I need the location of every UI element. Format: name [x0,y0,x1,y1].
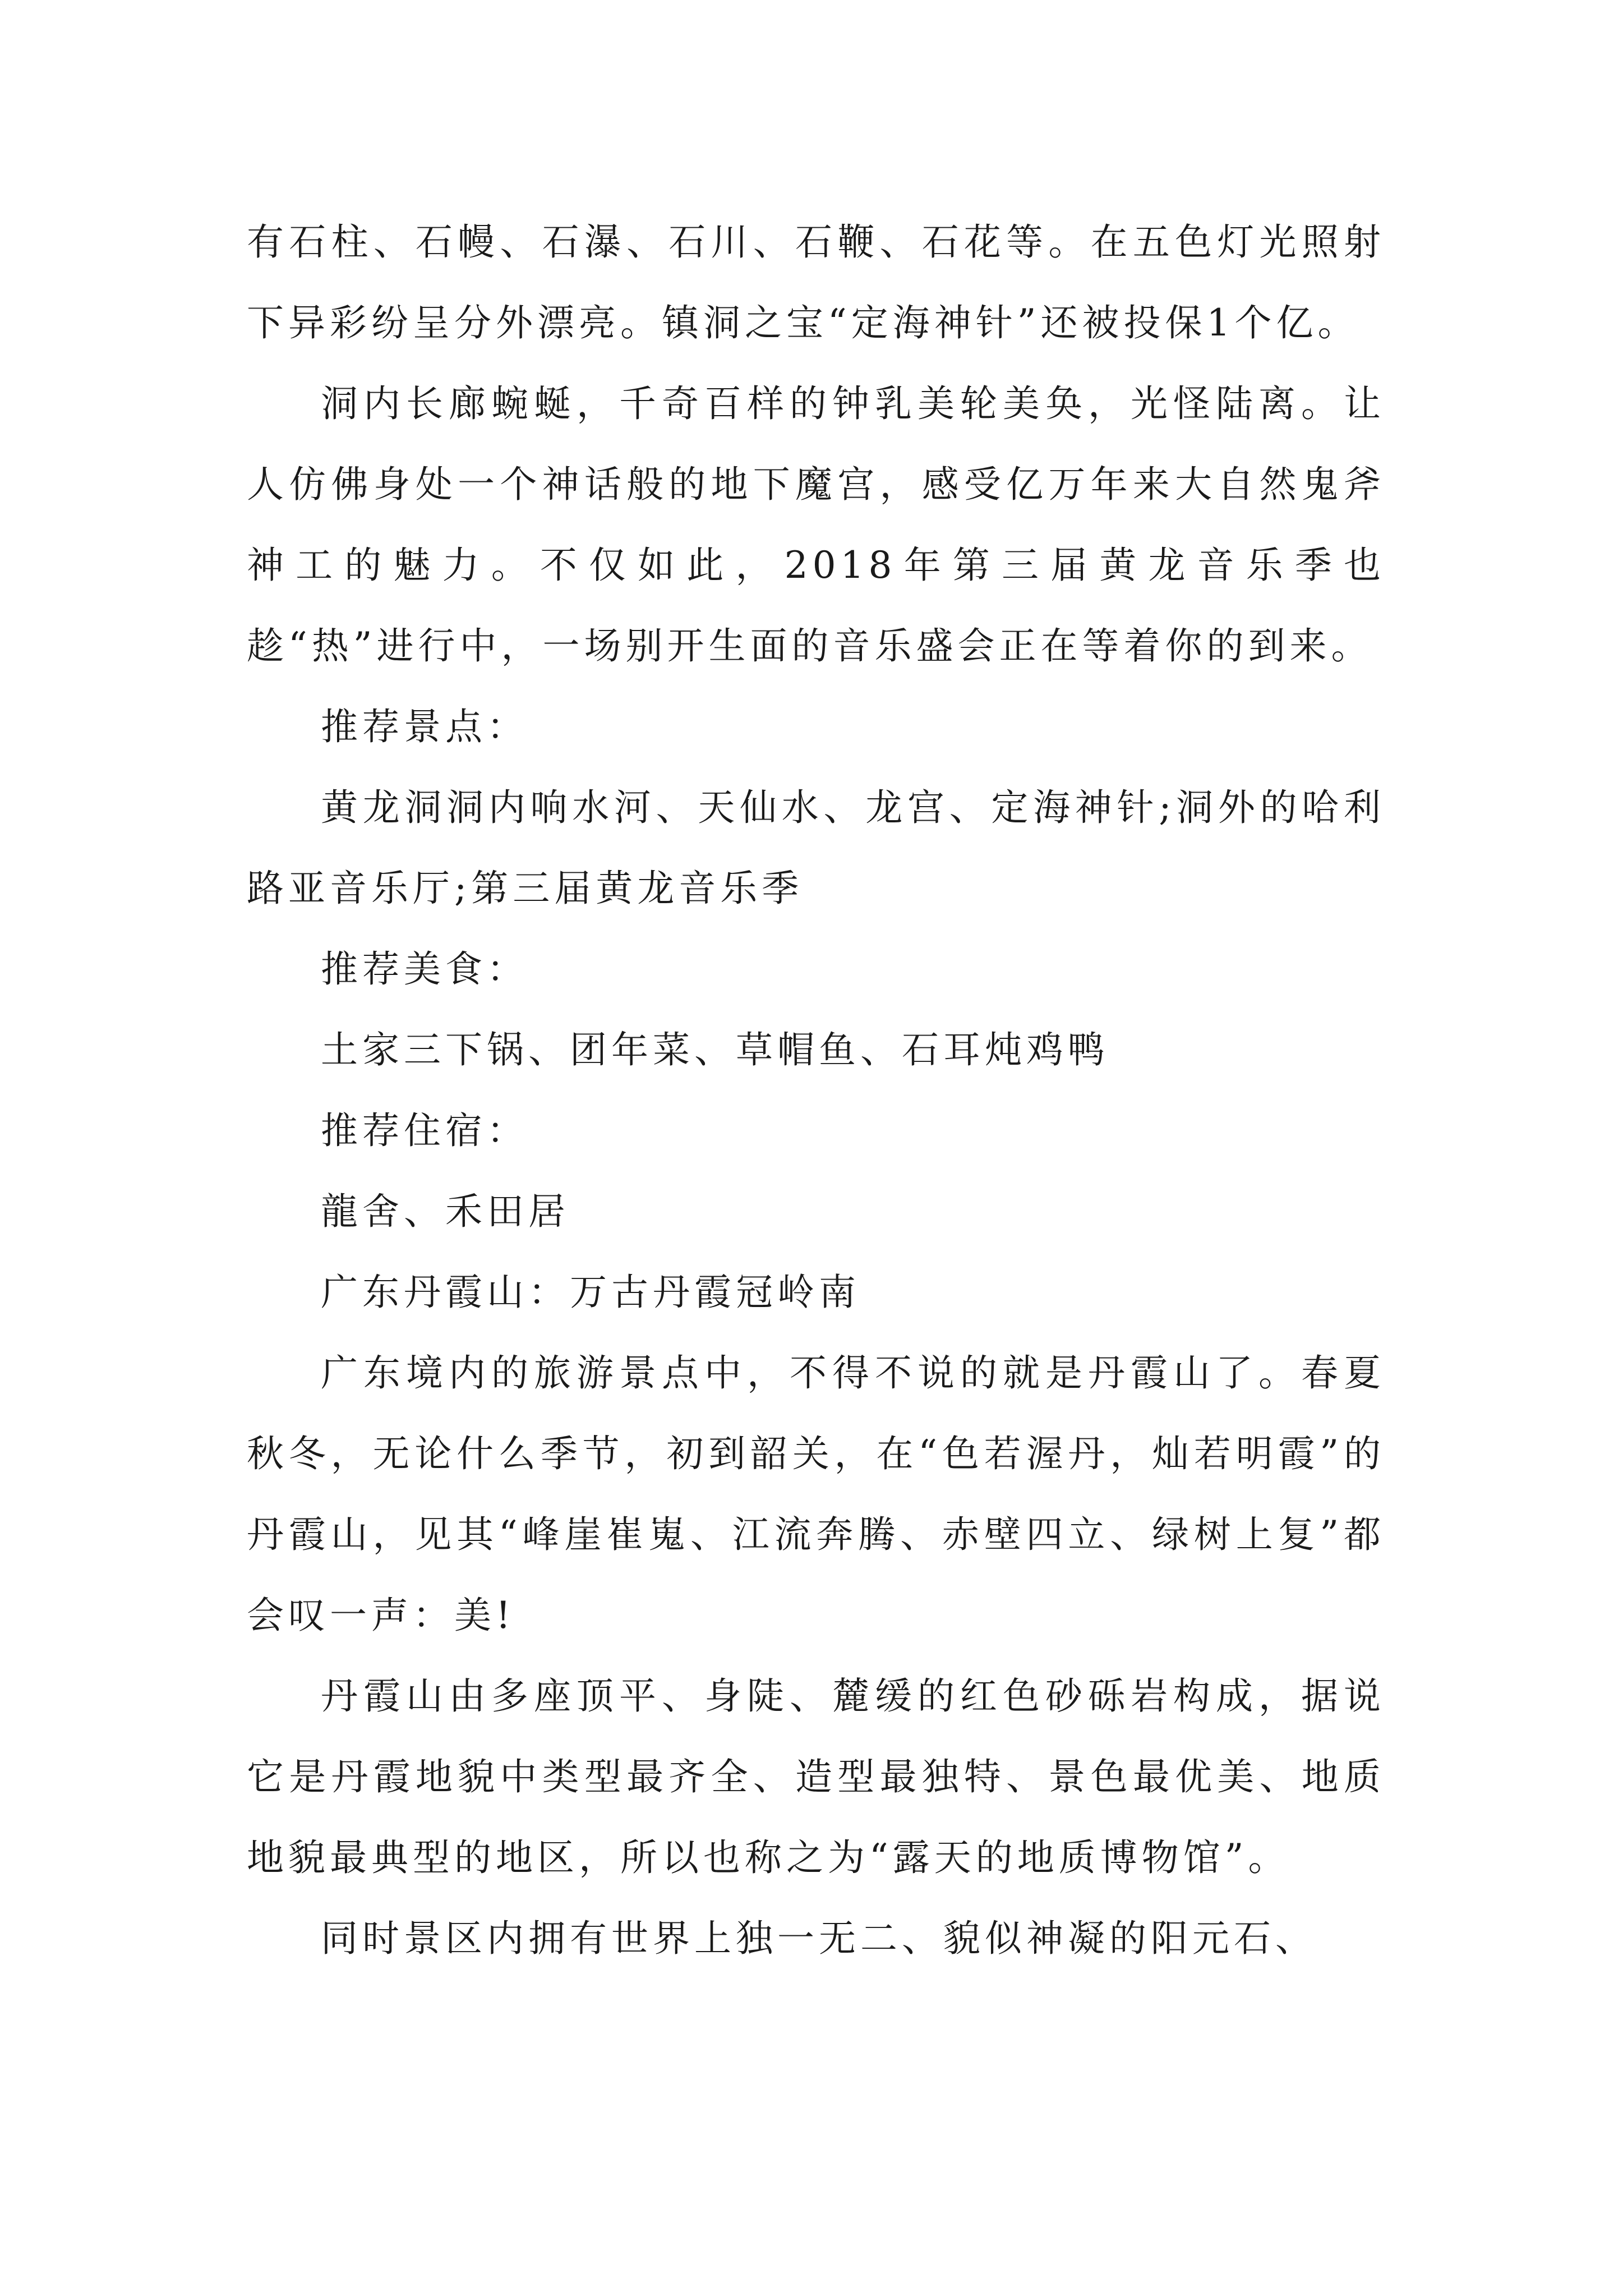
document-body [247,202,1385,1979]
paragraph-lodging-list: 龍舍、禾田居 [321,1190,570,1233]
paragraph-cave-corridor: 洞内长廊蜿蜒，千奇百样的钟乳美轮美奂，光怪陆离。让人仿佛身处一个神话般的地下魔宫，感受亿万年来大自然鬼斧神工的魅力。不仅如此，2018年第三届黄龙音乐季也趁“热”进行中，一场别开生面的音乐盛会正在等着你的到来。 [247,382,1385,668]
heading-recommended-attractions: 推荐景点： [321,705,528,748]
section-title-danxia-mountain: 广东丹霞山：万古丹霞冠岭南 [321,1271,860,1314]
heading-recommended-food: 推荐美食： [321,947,528,991]
paragraph-continued-cave-formations: 有石柱、石幔、石瀑、石川、石鞭、石花等。在五色灯光照射下异彩纷呈分外漂亮。镇洞之宝“定海神针”还被投保1个亿。 [247,220,1385,344]
heading-recommended-lodging: 推荐住宿： [321,1109,528,1152]
paragraph-danxia-intro: 广东境内的旅游景点中，不得不说的就是丹霞山了。春夏秋冬，无论什么季节，初到韶关，在“色若渥丹，灿若明霞”的丹霞山，见其“峰崖崔嵬、江流奔腾、赤壁四立、绿树上复”都会叹一声：美! [247,1351,1385,1637]
paragraph-danxia-geology: 丹霞山由多座顶平、身陡、麓缓的红色砂砾岩构成，据说它是丹霞地貌中类型最齐全、造型最独特、景色最优美、地质地貌最典型的地区，所以也称之为“露天的地质博物馆”。 [247,1674,1385,1879]
paragraph-attractions-list: 黄龙洞洞内响水河、天仙水、龙宫、定海神针;洞外的哈利路亚音乐厅;第三届黄龙音乐季 [247,786,1385,910]
paragraph-food-list: 土家三下锅、团年菜、草帽鱼、石耳炖鸡鸭 [321,1028,1109,1071]
paragraph-danxia-yangyuan-stone: 同时景区内拥有世界上独一无二、貌似神凝的阳元石、 [321,1917,1317,1960]
